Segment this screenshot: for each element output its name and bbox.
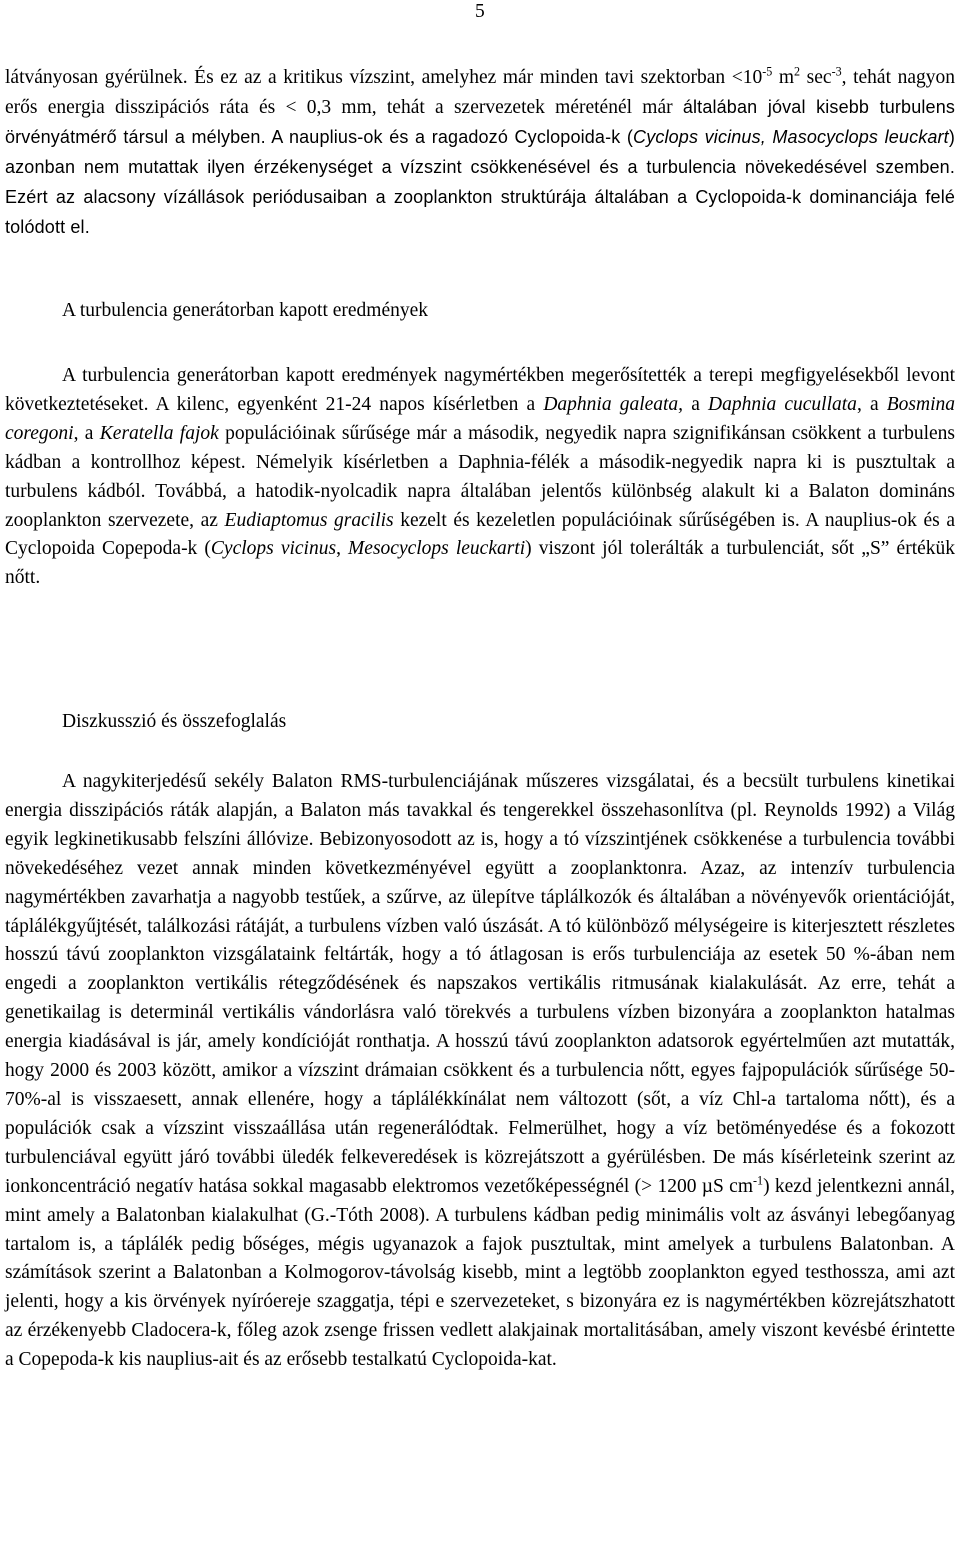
page-number: 5 — [475, 1, 485, 22]
species-name: Cyclops vicinus, Masocyclops leuckart — [633, 126, 949, 147]
superscript: -1 — [753, 1173, 764, 1188]
section-heading-turbulence-generator: A turbulencia generátorban kapott eredmények — [62, 300, 429, 321]
text-span: A turbulencia generátorban kapott eredmények nagymértékben megerősítették a terepi megfigyelésekből levont következtetéseket. A kilenc, egyenként 21-24 napos kísérletben a — [5, 365, 955, 415]
text-span: ) viszont jól tolerálták a turbulenciát, sőt „S” értékük nőtt. — [5, 538, 956, 589]
paragraph-discussion — [5, 768, 955, 1375]
text-span: kezelt és kezeletlen populációinak sűrűségében is. A nauplius-ok és a Cyclopoida Copepoda-k ( — [5, 509, 955, 560]
text-span: populációinak sűrűsége már a második, negyedik napra szignifikánsan csökkent a turbulens kádban a kontrollhoz képest. Némelyik kísérletben a Daphnia-félék a második-negyedik napra ki is pusztultak a turbulens kádból. Továbbá, a hatodik-nyolcadik napra általában jelentős különbség alakult ki a Balaton domináns zooplankton szervezete, az — [5, 422, 956, 531]
text-span: a — [683, 393, 708, 415]
text-span: m — [772, 67, 795, 88]
text-span: , a — [73, 422, 100, 444]
species-name: Bosmina coregoni — [5, 393, 955, 444]
paragraph-turbulence-results — [5, 362, 955, 593]
species-name: Daphnia cucullata — [707, 393, 857, 415]
superscript: 2 — [794, 64, 801, 79]
species-name: Keratella fajok — [99, 422, 219, 444]
section-heading-discussion: Diszkusszió és összefoglalás — [62, 711, 287, 732]
superscript: -3 — [831, 64, 842, 79]
species-name: Eudiaptomus gracilis — [224, 509, 394, 531]
species-name: Daphnia galeata, — [543, 393, 684, 415]
text-span: , a — [856, 393, 887, 415]
text-span: sec — [800, 67, 832, 88]
text-span: általában jóval kisebb turbulens örvényátmérő társul a mélyben. A nauplius-ok és a ragadozó Cyclopoida-k ( — [5, 96, 955, 147]
text-span: A nagykiterjedésű sekély Balaton RMS-turbulenciájának műszeres vizsgálatai, és a becsült turbulens kinetikai energia disszipációs ráták alapján, a Balaton más tavakkal és tengerekkel összehasonlítva (pl. Reynolds 1992) a Világ egyik legkinetikusabb felszíni állóvize. Bebizonyosodott az is, hogy a tó vízszintjének csökkenése a turbulencia további növekedéséhez vezet annak minden következményével együtt a zooplanktonra. Azaz, az intenzív turbulencia nagymértékben zavarhatja a nagyobb testűek, a szűrve, az ülepítve táplálkozók és általában a növényevők orientációját, táplálékgyűjtését, találkozási rátáját, a turbulens vízben való úszását. A tó különböző mélységeire is kiterjesztett részletes hosszú távú zooplankton vizsgálataink feltárták, hogy a tó átlagosan is erős turbulenciája az esetek 50 %-ában nem engedi a zooplankton vertikális rétegződésének és napszakos vertikális ritmusának kialakulását. Az erre, tehát a genetikailag is determinál vertikális vándorlásra való törekvés a turbulens vízben bizonyára a zooplankton hatalmas energia kiadásával is jár, amely kondícióját ronthatja. A hosszú távú zooplankton adatsorok egyértelműen azt mutatták, hogy 2000 és 2003 között, amikor a vízszint drámaian csökkent és a turbulencia nőtt, egyes fajpopulációk sűrűsége 50-70%-al is visszaesett, annak ellenére, hogy a táplálékkínálat nem változott (sőt, a víz Chl-a tartaloma nőtt), és a populációk csak a vízszint visszaállása után regenerálódtak. Felmerülhet, hogy a víz betöményedése és a fokozott turbulenciával együtt járó további üledék felkeveredések is közrejátszott a gyérülésben. De más kísérleteink szerint az ionkoncentráció negatív hatása sokkal magasabb elektromos vezetőképességnél (> 1200 µS cm — [5, 771, 955, 1197]
text-span: És ez az a kritikus vízszint, amelyhez már minden tavi szektorban <10 — [194, 67, 763, 88]
species-name: Cyclops vicinus — [210, 538, 337, 560]
paragraph-results-continued — [5, 64, 955, 242]
species-name: Mesocyclops leuckarti — [348, 538, 526, 560]
text-span: ) azonban nem mutattak ilyen érzékenységet a vízszint csökkenésével és a turbulencia növekedésével szemben. Ezért az alacsony vízállások periódusaiban a zooplankton struktúrája általában a Cyclopoida-k dominanciája felé tolódott el. — [5, 126, 955, 237]
text-span: , — [336, 538, 349, 560]
superscript: -5 — [762, 64, 773, 79]
text-span: , tehát nagyon erős energia disszipációs ráta és < 0,3 mm, tehát a szervezetek méreténél már — [5, 67, 955, 118]
text-span: látványosan gyérülnek. — [5, 67, 195, 88]
text-span: ) kezd jelentkezni annál, mint amely a Balatonban kialakulhat (G.-Tóth 2008). A turbulens kádban pedig minimális volt az ásványi lebegőanyag tartalom is, a táplálék pedig bőséges, mégis ugyanazok a fajok pusztultak, mint amelyek a turbulens Balatonban. A számítások szerint a Balatonban a Kolmogorov-távolság kisebb, mint a legtöbb zooplankton egyed testhossza, ami azt jelenti, hogy a kis örvények nyíróereje szaggatja, tépi e szervezeteket, s bizonyára ez is nagymértékben közrejátszhatott az érzékenyebb Cladocera-k, főleg azok zsenge frissen vedlett alakjainak mortalitásában, amely viszont kevésbé érintette a Copepoda-k kis nauplius-ait és az erősebb testalkatú Cyclopoida-kat. — [5, 1175, 955, 1371]
